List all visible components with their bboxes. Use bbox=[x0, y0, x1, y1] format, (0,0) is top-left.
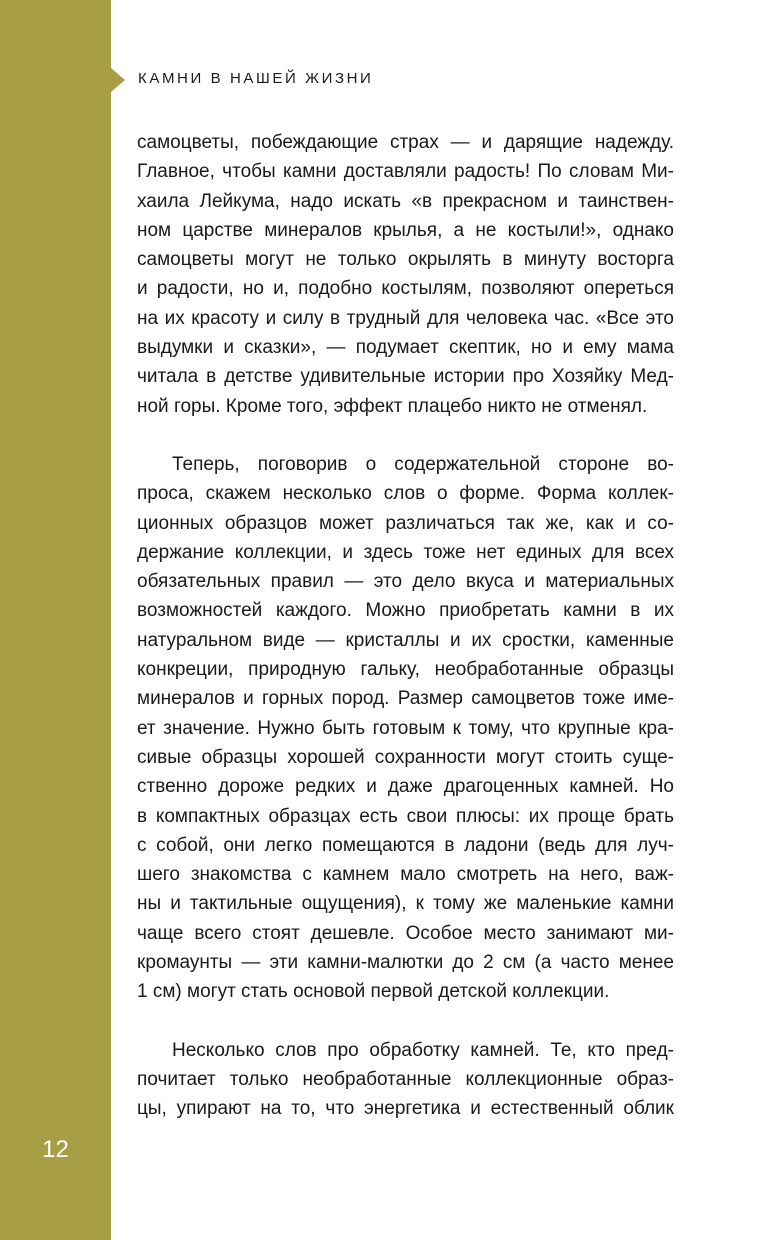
text-line: самоцветы могут не только окрылять в минуту восторга bbox=[137, 249, 674, 271]
paragraph bbox=[137, 450, 674, 1007]
text-line: Несколько слов про обработку камней. Те, кто пред- bbox=[172, 1039, 674, 1061]
text-line: держание коллекции, и здесь тоже нет единых для всех bbox=[137, 541, 674, 563]
text-line: возможностей каждого. Можно приобретать камни в их bbox=[137, 600, 674, 622]
text-line: и радости, но и, подобно костылям, позволяют опереться bbox=[137, 278, 674, 300]
text-line: ной горы. Кроме того, эффект плацебо никто не отменял. bbox=[137, 395, 648, 417]
text-line: ственно дороже редких и даже драгоценных камней. Но bbox=[137, 776, 674, 798]
text-line: ны и тактильные ощущения), к тому же маленькие камни bbox=[137, 893, 674, 915]
running-header-title: КАМНИ В НАШЕЙ ЖИЗНИ bbox=[138, 70, 374, 87]
band-notch-marker bbox=[111, 68, 125, 92]
body-text bbox=[137, 128, 674, 1124]
text-line: шего знакомства с камнем мало смотреть на него, важ- bbox=[137, 864, 674, 886]
text-line: сивые образцы хорошей сохранности могут стоить суще- bbox=[137, 746, 674, 768]
text-line: чаще всего стоят дешевле. Особое место занимают ми- bbox=[137, 922, 674, 944]
text-line: на их красоту и силу в трудный для человека час. «Все это bbox=[137, 307, 674, 329]
text-line: в компактных образцах есть свои плюсы: их проще брать bbox=[137, 805, 674, 827]
text-line: ционных образцов может различаться так же, как и со- bbox=[137, 512, 674, 534]
text-line: конкреции, природную гальку, необработанные образцы bbox=[137, 659, 674, 681]
text-line: хаила Лейкума, надо искать «в прекрасном и таинствен- bbox=[137, 190, 674, 212]
text-line: самоцветы, побеждающие страх — и дарящие надежду. bbox=[137, 132, 674, 153]
text-line: натуральном виде — кристаллы и их сростки, каменные bbox=[137, 629, 674, 651]
text-line: кромаунты — эти камни-малютки до 2 см (а часто менее bbox=[137, 952, 674, 974]
text-line: Главное, чтобы камни доставляли радость! По словам Ми- bbox=[137, 161, 674, 183]
text-line: Теперь, поговорив о содержательной стороне во- bbox=[172, 453, 674, 475]
text-line: ет значение. Нужно быть готовым к тому, что крупные кра- bbox=[137, 717, 674, 739]
text-line: 1 см) могут стать основой первой детской коллекции. bbox=[137, 981, 610, 1003]
text-line: с собой, они легко помещаются в ладони (ведь для луч- bbox=[137, 834, 674, 856]
text-line: почитает только необработанные коллекционные образ- bbox=[137, 1068, 674, 1090]
page-number: 12 bbox=[42, 1136, 69, 1163]
text-line: цы, упирают на то, что энергетика и естественный облик bbox=[137, 1098, 674, 1120]
text-line: выдумки и сказки», — подумает скептик, но и ему мама bbox=[137, 337, 674, 359]
text-line: ном царстве минералов крылья, а не костыли!», однако bbox=[137, 219, 674, 241]
side-color-band bbox=[0, 0, 111, 1240]
text-line: минералов и горных пород. Размер самоцветов тоже име- bbox=[137, 688, 674, 710]
text-line: проса, скажем несколько слов о форме. Форма коллек- bbox=[137, 483, 674, 505]
paragraph bbox=[137, 128, 674, 421]
paragraph bbox=[137, 1036, 674, 1124]
text-line: обязательных правил — это дело вкуса и материальных bbox=[137, 571, 674, 593]
text-line: читала в детстве удивительные истории про Хозяйку Мед- bbox=[137, 366, 674, 388]
